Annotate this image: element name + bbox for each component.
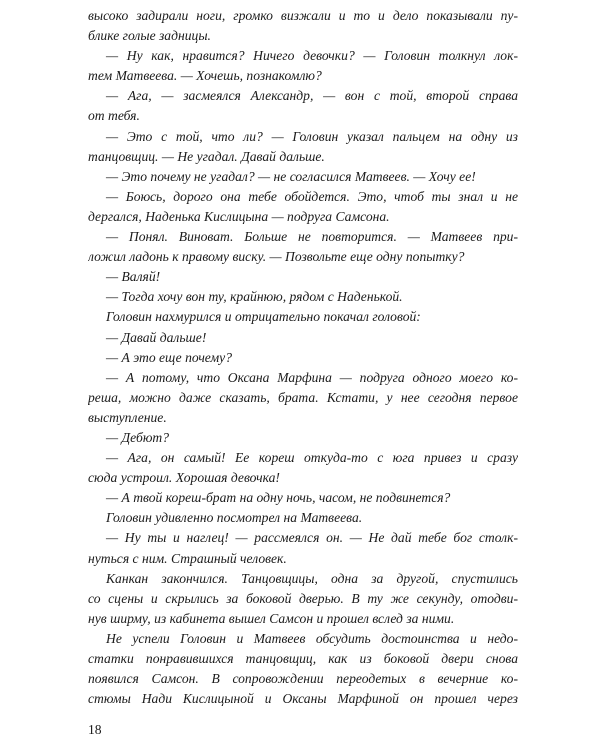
text-line: — А это еще почему? [106,349,233,365]
text-line: стюмы Нади Кислицыной и Оксаны Марфиной он прошел через [88,691,518,707]
text-line: — Тогда хочу вон ту, крайнюю, рядом с Наденькой. [106,289,403,305]
text-line: — Ага, он самый! Ее кореш откуда-то с юга привез и сразу [106,450,518,466]
body-text [88,6,518,709]
text-line: — Это с той, что ли? — Головин указал пальцем на одну из [106,128,518,144]
text-line: — Ага, — засмеялся Александр, — вон с той, второй справа [106,88,518,104]
text-line: — А потому, что Оксана Марфина — подруга одного моего ко- [106,369,518,385]
text-line: тем Матвеева. — Хочешь, познакомлю? [88,68,322,84]
text-line: высоко задирали ноги, громко визжали и то и дело показывали пу- [88,8,518,23]
text-line: ложил ладонь к правому виску. — Позвольте еще одну попытку? [88,249,465,265]
text-line: сюда устроил. Хорошая девочка! [88,470,280,486]
page-number: 18 [88,722,102,737]
text-line: Канкан закончился. Танцовщицы, одна за другой, спустились [106,570,518,586]
text-line: дергался, Наденька Кислицына — подруга Самсона. [88,208,390,224]
text-line: появился Самсон. В сопровождении переодетых в вечерние ко- [88,671,518,687]
text-line: — Боюсь, дорого она тебе обойдется. Это, чтоб ты знал и не [106,188,518,204]
text-line: Головин нахмурился и отрицательно покачал головой: [106,309,421,325]
text-line: — Валяй! [106,269,161,285]
text-line: со сцены и скрылись за боковой дверью. В ту же секунду, отодви- [88,590,518,606]
text-line: статки понравившихся танцовщиц, как из боковой двери снова [88,651,518,666]
text-line: Не успели Головин и Матвеев обсудить достоинства и недо- [106,630,518,646]
text-line: нув ширму, из кабинета вышел Самсон и прошел вслед за ними. [88,610,455,626]
text-line: — Дебют? [106,429,170,445]
text-line: от тебя. [88,108,140,124]
text-line: нуться с ним. Страшный человек. [88,550,287,566]
text-line: блике голые задницы. [88,28,211,44]
text-line: — Ну как, нравится? Ничего девочки? — Головин толкнул лок- [106,48,518,64]
text-line: — Ну ты и наглец! — рассмеялся он. — Не дай тебе бог столк- [106,530,518,546]
text-line: — Это почему не угадал? — не согласился Матвеев. — Хочу ее! [106,168,476,184]
text-line: — Понял. Виноват. Больше не повторится. — Матвеев при- [106,229,518,245]
text-line: реша, можно даже сказать, брата. Кстати, у нее сегодня первое [88,389,518,405]
text-line: выступление. [88,409,167,425]
text-line: танцовщиц. — Не угадал. Давай дальше. [88,148,325,164]
text-line: — А твой кореш-брат на одну ночь, часом, не подвинется? [106,490,451,506]
text-line: Головин удивленно посмотрел на Матвеева. [106,510,363,526]
text-line: — Давай дальше! [106,329,207,345]
